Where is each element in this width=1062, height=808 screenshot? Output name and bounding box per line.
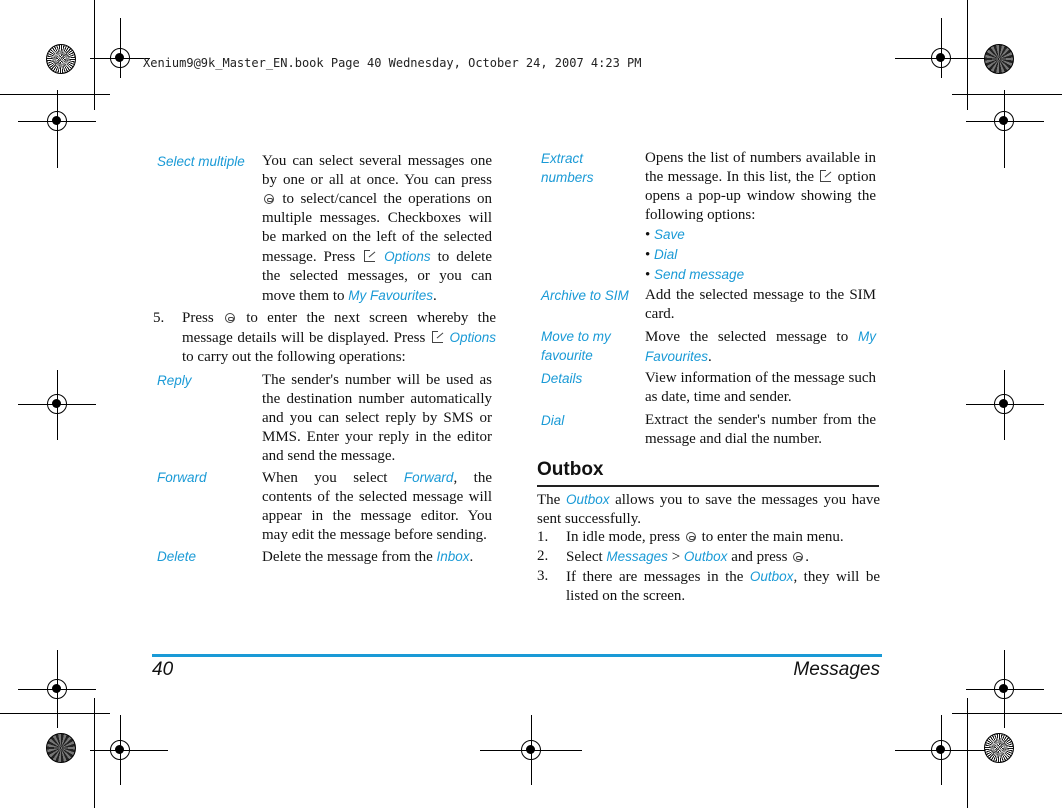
ok-key-icon (793, 552, 803, 562)
extract-option-dial: • Dial (645, 247, 678, 263)
print-header: Xenium9@9k_Master_EN.book Page 40 Wednesday, October 24, 2007 4:23 PM (143, 56, 642, 70)
outbox-intro: The Outbox allows you to save the messages you have sent successfully. (537, 492, 881, 527)
term-forward: Forward (157, 470, 207, 485)
outbox-step-1: 1. In idle mode, press to enter the main menu. (537, 529, 844, 545)
term-reply: Reply (157, 373, 192, 388)
forward-description: When you select Forward, the contents of the selected message will appear in the message editor. You may edit the message before sending. (262, 470, 492, 543)
term-dial: Dial (541, 413, 565, 428)
chapter-title: Messages (793, 659, 880, 680)
dial-description: Extract the sender's number from the message and dial the number. (645, 412, 876, 447)
outbox-step-2: 2. Select Messages > Outbox and press . (537, 548, 809, 565)
page-number: 40 (152, 659, 174, 680)
term-delete: Delete (157, 549, 197, 564)
extract-numbers-description: Opens the list of numbers available in the message. In this list, the option opens a pop-up window showing the following options: • Save • Dial • Send message (645, 150, 876, 283)
reply-description: The sender's number will be used as the destination number automatically and you can select reply by SMS or MMS. Enter your reply in the editor and send the message. (262, 372, 492, 464)
archive-to-sim-description: Add the selected message to the SIM card. (645, 287, 876, 322)
details-description: View information of the message such as date, time and sender. (645, 370, 876, 405)
ok-key-icon (264, 194, 274, 204)
term-details: Details (541, 371, 583, 386)
extract-option-send-message: • Send message (645, 267, 745, 283)
term-move-to-favourite: Move to my favourite (541, 329, 611, 363)
select-multiple-description: You can select several messages one by one or all at once. You can press to select/cancel the operations on multiple messages. Checkboxes will be marked on the left of the selected message. Press Options to delete the selected messages, or you can move them to My Favourites. (262, 153, 493, 304)
step-5: 5. Press to enter the next screen whereby the message details will be displayed. Press Options to carry out the following operations: (153, 310, 497, 365)
section-divider (537, 485, 879, 487)
delete-description: Delete the message from the Inbox. (262, 549, 474, 565)
move-to-favourite-description: Move the selected message to My Favourites. (645, 329, 877, 365)
extract-option-save: • Save (645, 227, 685, 243)
options-softkey-icon (364, 250, 375, 262)
options-softkey-icon (820, 170, 831, 182)
outbox-steps (537, 528, 880, 606)
term-select-multiple: Select multiple (157, 154, 245, 169)
footer-rule (152, 654, 882, 657)
outbox-step-3: 3. If there are messages in the Outbox, they will be listed on the screen. (537, 568, 880, 604)
term-extract-numbers: Extract numbers (541, 151, 594, 185)
ok-key-icon (225, 313, 235, 323)
term-archive-to-sim: Archive to SIM (541, 288, 629, 303)
outbox-heading: Outbox (537, 459, 604, 480)
options-softkey-icon (432, 331, 443, 343)
ok-key-icon (686, 532, 696, 542)
